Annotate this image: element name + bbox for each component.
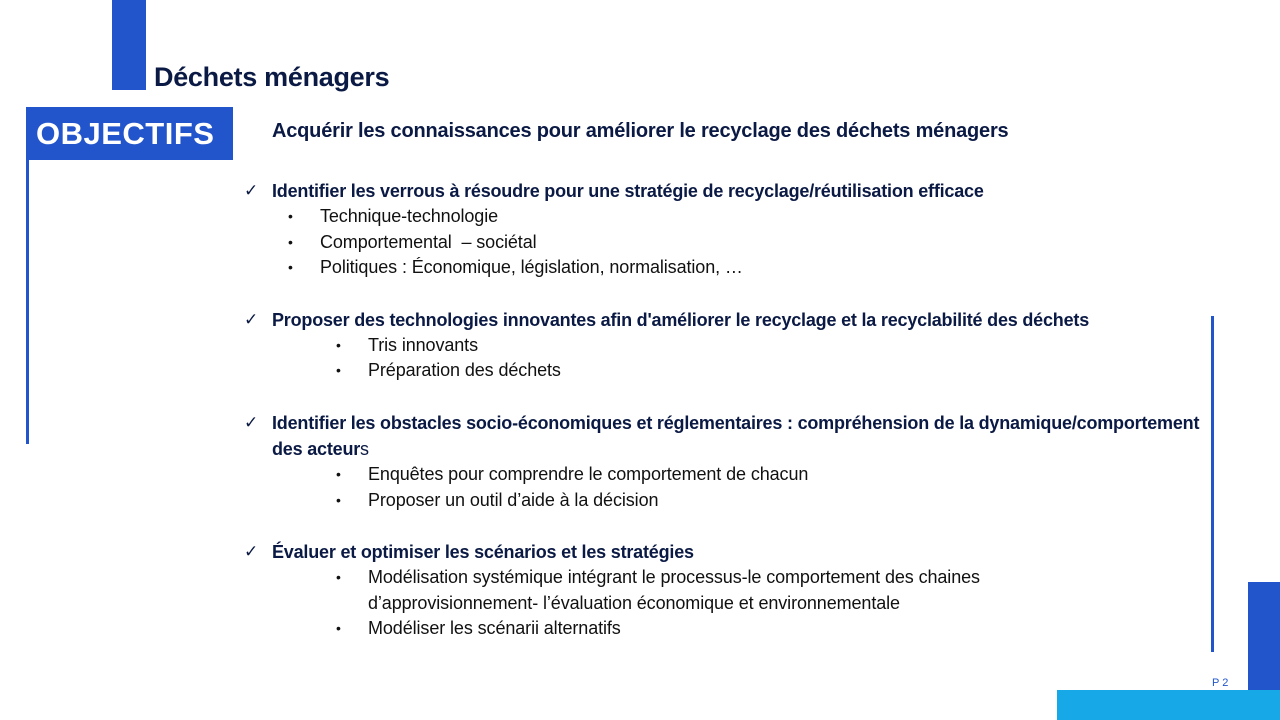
objective-heading-text: Évaluer et optimiser les scénarios et les stratégies (272, 542, 694, 563)
list-item-text: Tris innovants (368, 334, 478, 355)
list-item (244, 358, 1204, 384)
check-icon: ✓ (244, 309, 259, 329)
objective-bullets-4 (244, 565, 1204, 642)
left-accent-line (26, 158, 29, 444)
list-item-text: Modéliser les scénarii alternatifs (368, 618, 621, 639)
objectives-list (244, 178, 1209, 668)
objective-heading-text: Proposer des technologies innovantes afin d'améliorer le recyclage et la recyclabilité des déchets (272, 309, 1090, 330)
objective-heading-main: Identifier les obstacles socio-économiques et réglementaires : compréhension de la dynamique/comportement des acteur (272, 412, 1209, 459)
list-item-text: Enquêtes pour comprendre le comportement de chacun (368, 463, 809, 484)
list-item (244, 616, 1204, 642)
list-item (244, 462, 1204, 488)
page-number: P 2 (1212, 677, 1229, 689)
list-item (244, 230, 1204, 256)
objective-heading-3 (244, 410, 1209, 462)
list-item-text: Modélisation systémique intégrant le processus-le comportement des chaines d’approvisionnement- l’évaluation économique et environnementale (368, 567, 980, 613)
check-icon: ✓ (244, 181, 259, 200)
objective-heading-text: Identifier les verrous à résoudre pour une stratégie de recyclage/réutilisation efficace (272, 181, 984, 201)
bullet-icon: • (288, 259, 293, 276)
objective-bullets-2 (244, 333, 1204, 384)
bullet-icon: • (336, 362, 341, 379)
objective-section-2 (244, 307, 1204, 384)
objective-heading-text (272, 410, 1209, 462)
objectives-badge: OBJECTIFS (26, 107, 233, 160)
list-item-text: Comportemental – sociétal (320, 231, 537, 252)
bottom-accent-bar (1057, 690, 1280, 720)
bullet-icon: • (288, 208, 293, 224)
bullet-icon: • (336, 491, 341, 508)
list-item-text: Politiques : Économique, législation, normalisation, … (320, 257, 743, 278)
objective-heading-2 (244, 307, 1204, 333)
right-accent-line (1211, 316, 1214, 652)
check-icon: ✓ (244, 412, 259, 432)
slide-title: Déchets ménagers (154, 62, 390, 92)
list-item-text: Préparation des déchets (368, 360, 561, 381)
objective-section-4 (244, 539, 1204, 642)
objective-heading-1 (244, 178, 1204, 204)
list-item (244, 488, 1204, 514)
objective-section-1 (244, 178, 1204, 281)
list-item (244, 204, 1204, 230)
bullet-icon: • (336, 569, 341, 586)
list-item (244, 565, 1204, 616)
objective-heading-suffix: s (360, 438, 369, 459)
bullet-icon: • (336, 465, 341, 482)
bullet-icon: • (336, 336, 341, 353)
objective-heading-4 (244, 539, 1204, 565)
check-icon: ✓ (244, 542, 259, 562)
bullet-icon: • (336, 620, 341, 637)
slide-subtitle: Acquérir les connaissances pour améliorer le recyclage des déchets ménagers (272, 120, 1009, 142)
objective-section-3 (244, 410, 1209, 513)
bullet-icon: • (288, 233, 293, 250)
top-accent-bar (112, 0, 146, 90)
list-item (244, 333, 1204, 359)
list-item (244, 255, 1204, 281)
objective-bullets-3 (244, 462, 1204, 513)
objective-bullets-1 (244, 204, 1204, 281)
list-item-text: Proposer un outil d’aide à la décision (368, 489, 659, 510)
list-item-text: Technique-technologie (320, 206, 499, 226)
